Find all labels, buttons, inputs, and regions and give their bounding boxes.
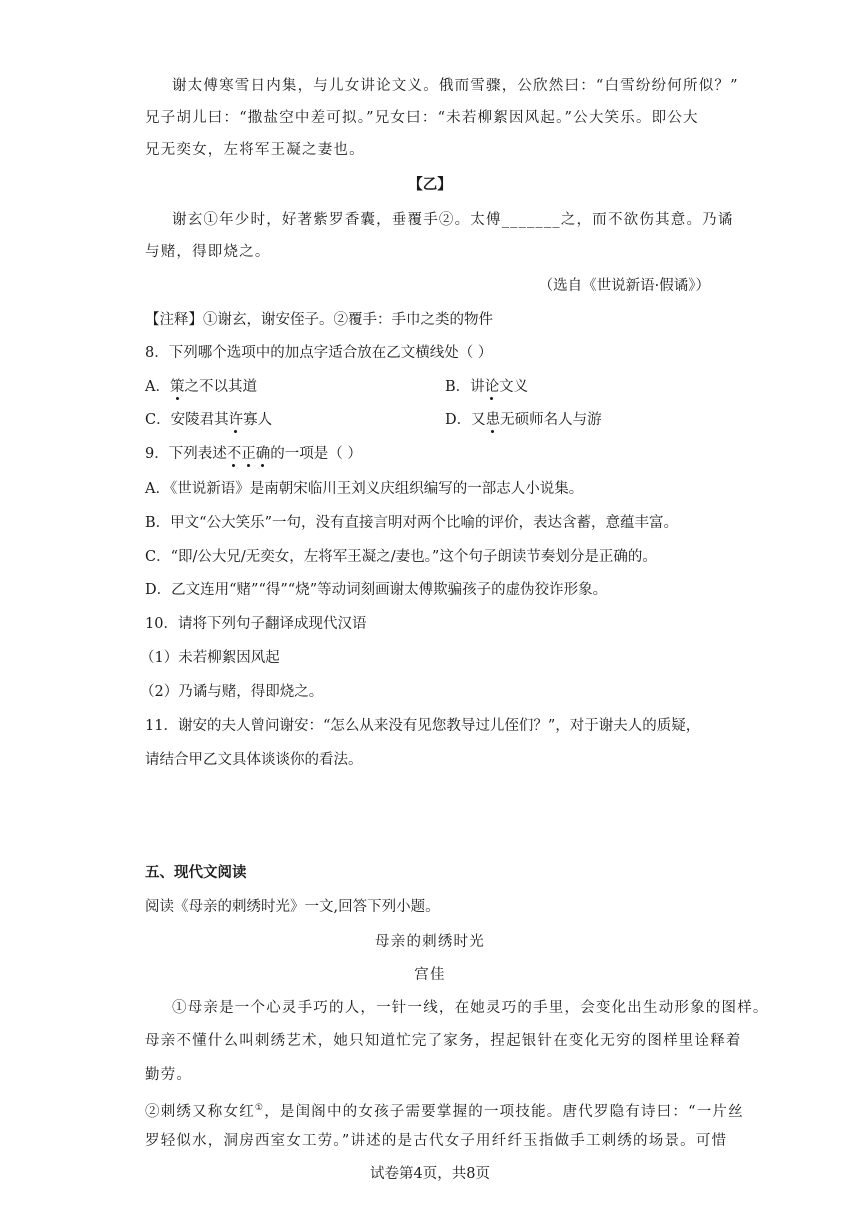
paragraph-2-line-2: 罗轻似水，洞房西室女工劳。”讲述的是古代女子用纤纤玉指做手工刺绣的场景。可惜 <box>145 1133 728 1149</box>
q8-c-rest: 寡人 <box>243 412 273 428</box>
q8-a-label: A． <box>145 379 170 395</box>
q9-option-c: C．“即/公大兄/无奕女，左将军王凝之/妻也。”这个句子朗读节奏划分是正确的。 <box>145 549 657 565</box>
q10-sentence-1: （1）未若柳絮因风起 <box>140 650 280 666</box>
paragraph-2-text-post: ，是闺阁中的女孩子需要掌握的一项技能。唐代罗隐有诗曰：“一片丝 <box>264 1103 744 1120</box>
paragraph-1-line-1: ①母亲是一个心灵手巧的人，一针一线，在她灵巧的手里，会变化出生动形象的图样。 <box>172 1000 769 1016</box>
q8-c-dotted-char: 许 <box>228 412 244 428</box>
jia-line-3: 兄无奕女，左将军王凝之妻也。 <box>145 142 365 158</box>
q8-b-label: B． <box>445 379 471 395</box>
q8-d-pre: 又 <box>471 412 486 428</box>
article-author: 宫佳 <box>414 967 446 983</box>
paragraph-1-line-2: 母亲不懂什么叫刺绣艺术，她只知道忙完了家务，捏起银针在变化无穷的图样里诠释着 <box>145 1033 742 1049</box>
q8-d-label: D． <box>445 412 472 428</box>
q8-d-dotted-char: 患 <box>485 412 501 428</box>
q8-c-label: C． <box>145 412 171 428</box>
q8-b-dotted-char: 论 <box>484 379 500 395</box>
q8-c-pre: 安陵君其 <box>170 412 229 428</box>
q8-option-d <box>445 410 602 430</box>
article-title: 母亲的刺绣时光 <box>375 934 485 950</box>
paragraph-2-text-pre: ②刺绣又称女红 <box>145 1103 255 1120</box>
q8-b-pre: 讲 <box>470 379 485 395</box>
section5-heading: 五、现代文阅读 <box>145 865 247 881</box>
q8-a-rest: 之不以其道 <box>184 379 257 395</box>
footnote-marker: ① <box>254 1103 265 1113</box>
yi-note: 【注释】①谢玄，谢安侄子。②覆手：手巾之类的物件 <box>145 312 493 328</box>
q9-stem-post: 的一项是（ ） <box>270 446 362 462</box>
yi-line-2: 与赌，得即烧之。 <box>145 244 271 260</box>
yi-line-1: 谢玄①年少时，好著紫罗香囊，垂覆手②。太傅_______之，而不欲伤其意。乃谲 <box>172 212 734 228</box>
paragraph-1-line-3: 勤劳。 <box>145 1067 193 1083</box>
q8-option-a <box>145 377 257 397</box>
q9-dotted-char-2: 正 <box>241 446 256 462</box>
q8-d-rest: 无硕师名人与游 <box>500 412 602 428</box>
q9-stem <box>145 444 362 464</box>
jia-line-2: 兄子胡儿曰：“撒盐空中差可拟。”兄女曰：“未若柳絮因风起。”公大笑乐。即公大 <box>145 110 699 126</box>
yi-heading: 【乙】 <box>408 176 452 193</box>
q9-option-d: D．乙文连用“赌”“得”“烧”等动词刻画谢太傅欺骗孩子的虚伪狡诈形象。 <box>145 582 608 598</box>
q8-b-rest: 文义 <box>499 379 529 395</box>
q8-stem: 8．下列哪个选项中的加点字适合放在乙文横线处（ ） <box>145 345 493 361</box>
q9-stem-pre: 9．下列表述 <box>145 446 227 462</box>
q10-sentence-2: （2）乃谲与赌，得即烧之。 <box>140 684 324 700</box>
q10-stem: 10．请将下列句子翻译成现代汉语 <box>145 616 367 632</box>
q8-option-b <box>445 377 528 397</box>
section5-intro: 阅读《母亲的刺绣时光》一文,回答下列小题。 <box>145 899 440 915</box>
q11-line-2: 请结合甲乙文具体谈谈你的看法。 <box>145 752 363 768</box>
q8-option-c <box>145 410 272 430</box>
q9-option-a: A．《世说新语》是南朝宋临川王刘义庆组织编写的一部志人小说集。 <box>145 481 584 497</box>
jia-line-1: 谢太傅寒雪日内集，与儿女讲论文义。俄而雪骤，公欣然曰：“白雪纷纷何所似？” <box>172 78 739 94</box>
q9-dotted-char-1: 不 <box>226 446 242 462</box>
q9-option-b: B．甲文“公大笑乐”一句，没有直接言明对两个比喻的评价，表达含蓄，意蕴丰富。 <box>145 515 678 531</box>
q8-a-dotted-char: 策 <box>169 379 185 395</box>
paragraph-2-line-1 <box>145 1098 744 1122</box>
q11-line-1: 11．谢安的夫人曾问谢安：“怎么从来没有见您教导过儿侄们？”，对于谢夫人的质疑， <box>145 718 701 734</box>
page-footer: 试卷第4页，共8页 <box>370 1166 490 1182</box>
yi-source: （选自《世说新语·假谲》） <box>538 278 710 294</box>
q9-dotted-char-3: 确 <box>255 446 271 462</box>
